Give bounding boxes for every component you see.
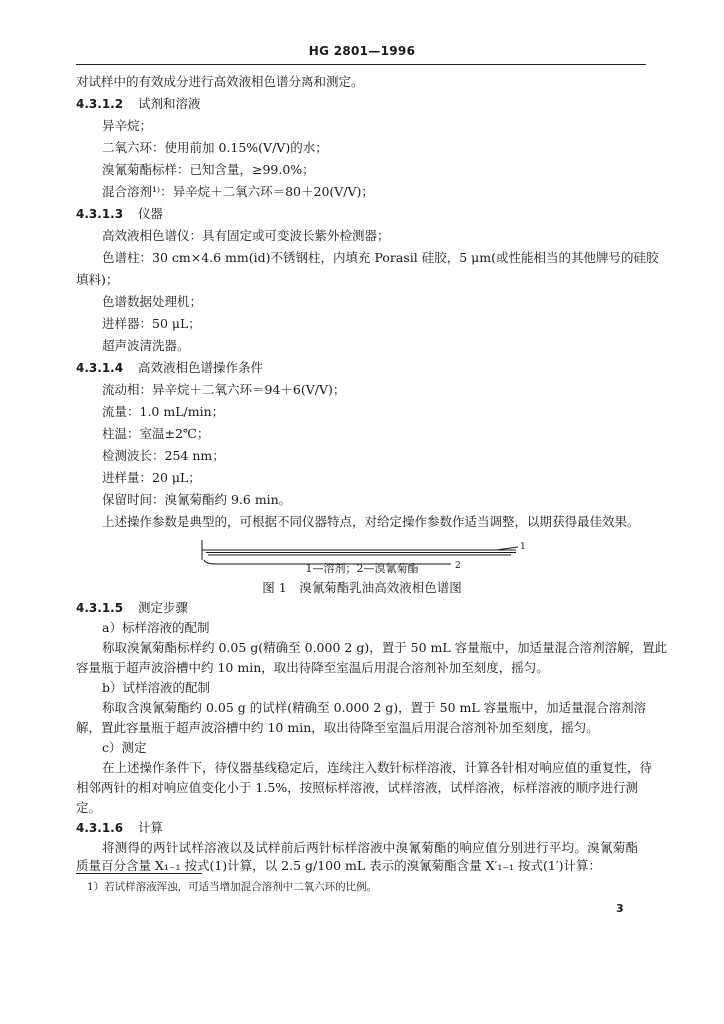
paragraph-line: 容量瓶于超声波浴槽中约 10 min，取出待降至室温后用混合溶剂补加至刻度，摇匀。 [76, 660, 549, 675]
paragraph-line: 将测得的两针试样溶液以及试样前后两针标样溶液中溴氰菊酯的响应值分别进行平均。溴氰菊酯 [102, 840, 638, 855]
section-title: 试剂和溶液 [138, 96, 201, 111]
paragraph-line: 解，置此容量瓶于超声波浴槽中约 10 min，取出待降至室温后用混合溶剂补加至刻度，摇匀。 [76, 720, 599, 735]
subsection-b-title: b）试样溶液的配制 [102, 680, 211, 695]
paragraph-line: 称取含溴氰菊酯约 0.05 g 的试样(精确至 0.000 2 g)，置于 50 mL 容量瓶中，加适量混合溶剂溶 [102, 700, 647, 715]
section-title: 高效液相色谱操作条件 [138, 360, 264, 375]
paragraph-line: 在上述操作条件下，待仪器基线稳定后，连续注入数针标样溶液，计算各针相对响应值的重复性，待 [102, 760, 653, 775]
list-item: 高效液相色谱仪：具有固定或可变波长紫外检测器； [102, 228, 390, 243]
section-number: 4.3.1.6 [76, 821, 124, 835]
paragraph-line: 相邻两针的相对响应值变化小于 1.5%，按照标样溶液，试样溶液，试样溶液，标样溶液的顺序进行测 [76, 780, 638, 795]
section-4312-heading [76, 96, 201, 112]
standard-number-header: HG 2801—1996 [308, 44, 416, 58]
list-item: 进样量：20 μL； [102, 470, 201, 485]
section-number: 4.3.1.3 [76, 207, 124, 221]
list-item: 保留时间：溴氰菊酯约 9.6 min。 [102, 492, 292, 507]
section-4315-heading [76, 600, 188, 616]
subsection-c-title: c）测定 [102, 740, 147, 755]
paragraph-line: 上述操作参数是典型的，可根据不同仪器特点，对给定操作参数作适当调整，以期获得最佳效果。 [102, 514, 640, 529]
paragraph-line: 质量百分含量 X₁₋₁ 按式(1)计算，以 2.5 g/100 mL 表示的溴氰菊酯含量 X′₁₋₁ 按式(1′)计算： [76, 858, 602, 873]
section-4316-heading [76, 820, 163, 836]
list-item: 进样器：50 μL； [102, 316, 201, 331]
section-title: 仪器 [138, 206, 164, 221]
peak-2-label: 2 [455, 561, 461, 571]
list-item: 混合溶剂¹⁾：异辛烷＋二氧六环＝80＋20(V/V)； [102, 184, 374, 199]
intro-line: 对试样中的有效成分进行高效液相色谱分离和测定。 [76, 74, 364, 89]
section-number: 4.3.1.5 [76, 601, 124, 615]
list-item: 流动相：异辛烷＋二氧六环＝94＋6(V/V)； [102, 382, 346, 397]
figure-legend: 1—溶剂；2—溴氰菊酯 [305, 562, 419, 575]
footnote-rule [76, 873, 202, 874]
list-item: 超声波清洗器。 [102, 338, 190, 353]
section-title: 计算 [138, 820, 164, 835]
section-4314-heading [76, 360, 263, 376]
list-item: 溴氰菊酯标样：已知含量，≥99.0%； [102, 162, 315, 177]
list-item: 色谱柱：30 cm×4.6 mm(id)不锈钢柱，内填充 Porasil 硅胶，5 μm(或性能相当的其他牌号的硅胶 [102, 250, 659, 265]
paragraph-line: 称取溴氰菊酯标样约 0.05 g(精确至 0.000 2 g)，置于 50 mL 容量瓶中，加适量混合溶剂溶解，置此 [102, 640, 668, 655]
list-item: 色谱数据处理机； [102, 294, 203, 309]
subsection-a-title: a）标样溶液的配制 [102, 620, 210, 635]
list-item: 流量：1.0 mL/min； [102, 404, 225, 419]
peak-1-label: 1 [520, 542, 526, 552]
list-item: 二氧六环：使用前加 0.15%(V/V)的水； [102, 140, 328, 155]
figure-caption: 图 1 溴氰菊酯乳油高效液相色谱图 [262, 580, 462, 595]
list-item-continuation: 填料)； [76, 272, 119, 287]
header-rule [76, 64, 646, 65]
footnote: 1）若试样溶液浑浊，可适当增加混合溶剂中二氧六环的比例。 [87, 881, 378, 893]
section-number: 4.3.1.4 [76, 361, 124, 375]
list-item: 柱温：室温±2℃； [102, 426, 210, 441]
page-number: 3 [616, 902, 624, 915]
list-item: 检测波长：254 nm； [102, 448, 225, 463]
list-item: 异辛烷； [102, 118, 153, 133]
section-4313-heading [76, 206, 163, 222]
paragraph-line: 定。 [76, 800, 102, 815]
section-title: 测定步骤 [138, 600, 189, 615]
section-number: 4.3.1.2 [76, 97, 124, 111]
